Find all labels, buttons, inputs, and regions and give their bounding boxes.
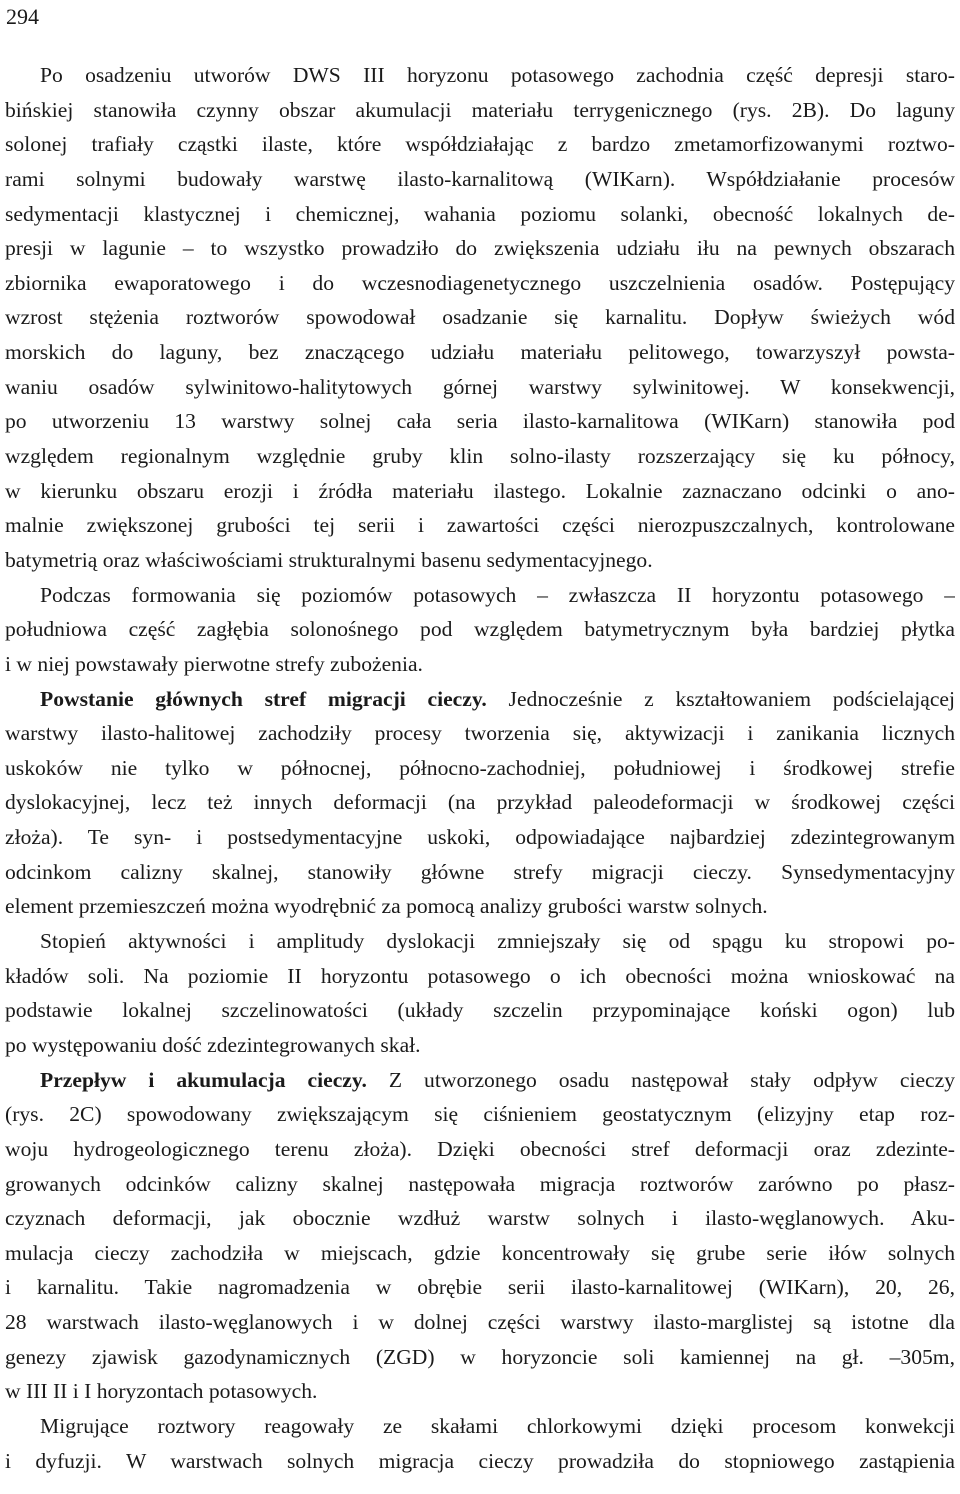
line-text: w III II i I horyzontach potasowych.	[5, 1379, 318, 1404]
line-text: Stopień aktywności i amplitudy dyslokacji zmniejszały się od spągu ku stropowi po-	[40, 929, 955, 954]
text-line	[5, 1236, 955, 1271]
line-text: uskoków nie tylko w północnej, północno-zachodniej, południowej i środkowej strefie	[5, 755, 955, 780]
text-line	[5, 508, 955, 543]
line-text: rami solnymi budowały warstwę ilasto-karnalitową (WIKarn). Współdziałanie procesów	[5, 166, 955, 191]
line-text: zbiornika ewaporatowego i do wczesnodiagenetycznego uszczelnienia osadów. Postępujący	[5, 270, 955, 295]
line-text: mulacja cieczy zachodziła w miejscach, gdzie koncentrowały się grube serie iłów solnych	[5, 1240, 955, 1265]
text-line	[5, 647, 955, 682]
line-text: południowa część zagłębia solonośnego pod względem batymetrycznym była bardziej płytka	[5, 617, 955, 642]
text-line	[5, 370, 955, 405]
line-text: woju hydrogeologicznego terenu złoża). Dzięki obecności stref deformacji oraz zdezinte-	[5, 1136, 955, 1161]
text-line	[5, 127, 955, 162]
line-text: po występowaniu dość zdezintegrowanych skał.	[5, 1032, 421, 1057]
text-line	[5, 439, 955, 474]
line-text: Z utworzonego osadu następował stały odpływ cieczy	[366, 1067, 955, 1092]
line-text: bińskiej stanowiła czynny obszar akumulacji materiału terrygenicznego (rys. 2B). Do laguny	[5, 97, 955, 122]
text-line	[5, 1132, 955, 1167]
text-line	[5, 300, 955, 335]
line-text: presji w lagunie – to wszystko prowadziło do zwiększenia udziału iłu na pewnych obszarach	[5, 236, 955, 261]
line-text: wzrost stężenia roztworów spowodował osadzanie się karnalitu. Dopływ świeżych wód	[5, 305, 955, 330]
text-line	[5, 1409, 955, 1444]
line-text: solonej trafiały cząstki ilaste, które współdziałając z bardzo zmetamorfizowanymi roztwo-	[5, 132, 955, 157]
text-line	[5, 1270, 955, 1305]
text-line	[5, 162, 955, 197]
text-line	[5, 1063, 955, 1098]
line-text: batymetrią oraz właściwościami strukturalnymi basenu sedymentacyjnego.	[5, 547, 653, 572]
line-text: kładów soli. Na poziomie II horyzontu potasowego o ich obecności można wnioskować na	[5, 963, 955, 988]
line-text: dyslokacyjnej, lecz też innych deformacji (na przykład paleodeformacji w środkowej części	[5, 790, 955, 815]
line-text: genezy zjawisk gazodynamicznych (ZGD) w horyzoncie soli kamiennej na gł. –305m,	[5, 1344, 955, 1369]
section-heading: Przepływ i akumulacja cieczy.	[40, 1067, 367, 1092]
text-line	[5, 197, 955, 232]
line-text: czyznach deformacji, jak obocznie wzdłuż warstw solnych i ilasto-węglanowych. Aku-	[5, 1206, 955, 1231]
line-text: warstwy ilasto-halitowej zachodziły procesy tworzenia się, aktywizacji i zanikania licznych	[5, 721, 955, 746]
line-text: Jednocześnie z kształtowaniem podścielającej	[486, 686, 955, 711]
text-line	[5, 785, 955, 820]
section-heading: Powstanie głównych stref migracji cieczy.	[40, 686, 487, 711]
text-line	[5, 682, 955, 717]
text-line	[5, 924, 955, 959]
text-line	[5, 578, 955, 613]
line-text: growanych odcinków calizny skalnej następowała migracja roztworów zarówno po płasz-	[5, 1171, 955, 1196]
line-text: i dyfuzji. W warstwach solnych migracja cieczy prowadziła do stopniowego zastąpienia	[5, 1448, 955, 1473]
text-line	[5, 889, 955, 924]
text-line	[5, 58, 955, 93]
text-line	[5, 993, 955, 1028]
line-text: Po osadzeniu utworów DWS III horyzonu potasowego zachodnia część depresji staro-	[40, 63, 955, 87]
text-line	[5, 1305, 955, 1340]
text-line	[5, 1340, 955, 1375]
line-text: Migrujące roztwory reagowały ze skałami chlorkowymi dzięki procesom konwekcji	[40, 1413, 955, 1438]
text-line	[5, 820, 955, 855]
line-text: sedymentacji klastycznej i chemicznej, wahania poziomu solanki, obecność lokalnych de-	[5, 201, 955, 226]
text-line	[5, 716, 955, 751]
line-text: po utworzeniu 13 warstwy solnej cała seria ilasto-karnalitowa (WIKarn) stanowiła pod	[5, 409, 955, 434]
line-text: odcinkom calizny skalnej, stanowiły główne strefy migracji cieczy. Synsedymentacyjny	[5, 859, 955, 884]
text-line	[5, 959, 955, 994]
line-text: i w niej powstawały pierwotne strefy zubożenia.	[5, 651, 423, 676]
text-line	[5, 335, 955, 370]
text-line	[5, 266, 955, 301]
line-text: i karnalitu. Takie nagromadzenia w obrębie serii ilasto-karnalitowej (WIKarn), 20, 26,	[5, 1275, 955, 1300]
line-text: względem regionalnym względnie gruby klin solno-ilasty rozszerzający się ku północy,	[5, 444, 955, 469]
text-line	[5, 612, 955, 647]
text-line	[5, 93, 955, 128]
line-text: waniu osadów sylwinitowo-halitytowych górnej warstwy sylwinitowej. W konsekwencji,	[5, 374, 955, 399]
text-line	[5, 543, 955, 578]
text-line	[5, 1167, 955, 1202]
text-line	[5, 1444, 955, 1479]
line-text: podstawie lokalnej szczelinowatości (układy szczelin przypominające koński ogon) lub	[5, 998, 955, 1023]
body-text	[5, 58, 955, 1478]
text-line	[5, 1374, 955, 1409]
page-number: 294	[6, 4, 39, 29]
text-line	[5, 1201, 955, 1236]
line-text: element przemieszczeń można wyodrębnić za pomocą analizy grubości warstw solnych.	[5, 894, 768, 919]
line-text: złoża). Te syn- i postsedymentacyjne uskoki, odpowiadające najbardziej zdezintegrowanym	[5, 825, 955, 850]
line-text: (rys. 2C) spowodowany zwiększającym się ciśnieniem geostatycznym (elizyjny etap roz-	[5, 1102, 955, 1127]
line-text: 28 warstwach ilasto-węglanowych i w dolnej części warstwy ilasto-marglistej są istotne dla	[5, 1310, 955, 1335]
text-line	[5, 1097, 955, 1132]
text-line	[5, 231, 955, 266]
line-text: Podczas formowania się poziomów potasowych – zwłaszcza II horyzontu potasowego –	[40, 582, 955, 607]
line-text: malnie zwiększonej grubości tej serii i zawartości części nierozpuszczalnych, kontrolowane	[5, 513, 955, 538]
line-text: w kierunku obszaru erozji i źródła materiału ilastego. Lokalnie zaznaczano odcinki o ano-	[5, 478, 955, 503]
line-text: morskich do laguny, bez znaczącego udziału materiału pelitowego, towarzyszył powsta-	[5, 340, 955, 365]
text-line	[5, 855, 955, 890]
text-line	[5, 474, 955, 509]
text-line	[5, 751, 955, 786]
text-line	[5, 404, 955, 439]
text-line	[5, 1028, 955, 1063]
